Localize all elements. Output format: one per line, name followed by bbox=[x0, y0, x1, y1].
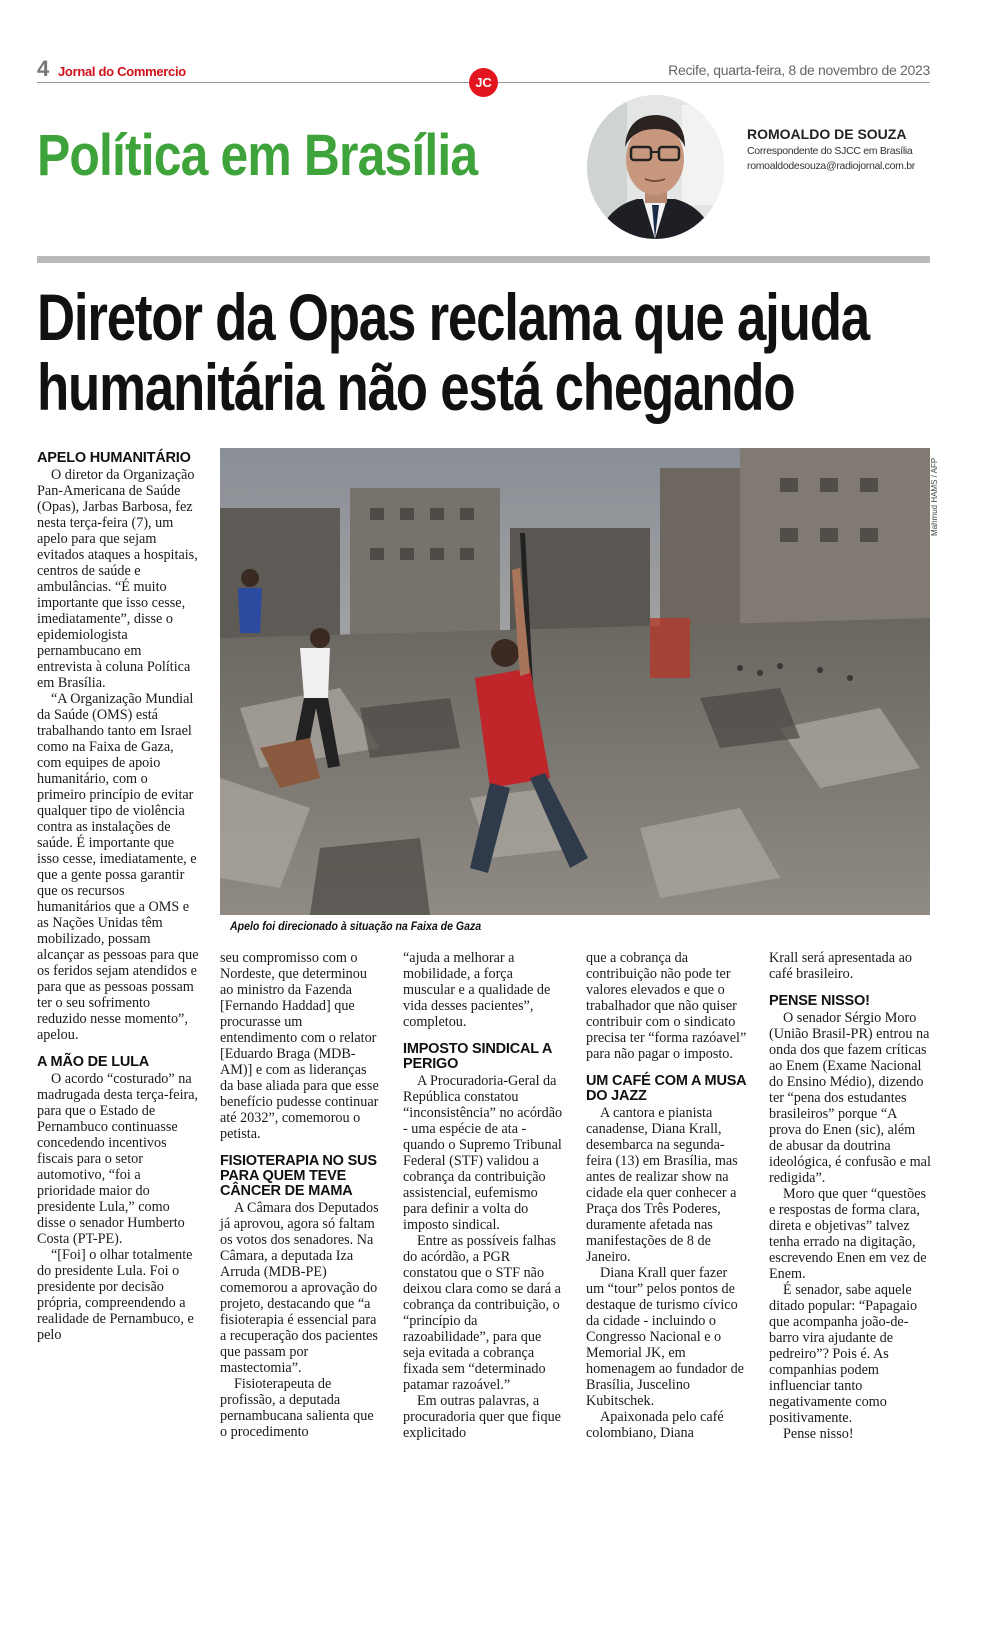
author-role: Correspondente do SJCC em Brasília bbox=[747, 145, 913, 157]
author-photo bbox=[587, 95, 724, 239]
paragraph: Apaixonada pelo café colombiano, Diana bbox=[586, 1409, 724, 1441]
headline bbox=[37, 282, 1002, 422]
subheading: UM CAFÉ COM A MUSA DO JAZZ bbox=[586, 1073, 746, 1104]
paragraph: “A Organização Mundial da Saúde (OMS) está trabalhando tanto em Israel como na Faixa de Gaza, com equipes de apoio humanitário, com o primeiro princípio de evitar qualquer tipo de violência contra as instalações de saúde. É importante que isso cesse, imediatamente, e que a gente possa garantir que os recursos humanitários que a OMS e as Nações Unidas têm mobilizado, possam alcançar as pessoas para que os feridos sejam atendidos e para que as pessoas possam ter o seu sofrimento reduzido nesse momento”, apelou. bbox=[37, 691, 199, 1043]
subheading: PENSE NISSO! bbox=[769, 993, 870, 1009]
paragraph: “[Foi] o olhar totalmente do presidente Lula. Foi o presidente por decisão própria, compreendendo a realidade de Pernambuco, e pelo bbox=[37, 1247, 194, 1343]
paragraph: Em outras palavras, a procuradoria quer que fique explicitado bbox=[403, 1393, 561, 1441]
paragraph: Fisioterapeuta de profissão, a deputada pernambucana salienta que o procedimento bbox=[220, 1376, 374, 1440]
headline-line-2: humanitária não está chegando bbox=[37, 350, 795, 424]
photo-caption: Apelo foi direcionado à situação na Faixa de Gaza bbox=[230, 919, 482, 933]
photo-credit: Mahmud HAMS / AFP bbox=[930, 457, 939, 536]
paragraph: Krall será apresentada ao café brasileiro. bbox=[769, 950, 912, 982]
paragraph: É senador, sabe aquele ditado popular: “Papagaio que acompanha joão-de-barro vira ajudante de pedreiro”? Pois é. As companhias podem influenciar tanto negativamente como positivamente. bbox=[769, 1282, 918, 1426]
paragraph: “ajuda a melhorar a mobilidade, a força muscular e a qualidade de vida desses pacientes”, completou. bbox=[403, 950, 551, 1030]
subheading: FISIOTERAPIA NO SUS PARA QUEM TEVE CÂNCER DE MAMA bbox=[220, 1153, 377, 1199]
paragraph: Entre as possíveis falhas do acórdão, a PGR constatou que o STF não deixou clara como se dará a cobrança da contribuição, o “princípio da razoabilidade”, para que seja evitada a cobrança fixada sem “determinado patamar razoável.” bbox=[403, 1233, 561, 1393]
paragraph: Moro que quer “questões e respostas de forma clara, direta e objetivas” talvez tenha errado na digitação, escrevendo Enen em vez de Enem. bbox=[769, 1186, 927, 1282]
text-column-1 bbox=[37, 451, 199, 1343]
paragraph: seu compromisso com o Nordeste, que determinou ao ministro da Fazenda [Fernando Haddad] que procurasse um entendimento com o relator [Eduardo Braga (MDB-AM)] e com as lideranças da base aliada para que esse benefício pudesse continuar até 2032”, comemorou o petista. bbox=[220, 950, 379, 1142]
gaza-rubble-photo bbox=[220, 448, 930, 915]
page-number: 4 bbox=[37, 56, 50, 81]
paragraph: O diretor da Organização Pan-Americana de Saúde (Opas), Jarbas Barbosa, fez nesta terça-feira (7), um apelo para que sejam evitados ataques a hospitais, centros de saúde e ambulâncias. “É muito importante que isso cesse, imediatamente”, disse o epidemiologista pernambucano em entrevista à coluna Política em Brasília. bbox=[37, 467, 198, 691]
newspaper-name: Jornal do Commercio bbox=[58, 64, 186, 79]
text-column-4 bbox=[586, 950, 748, 1441]
subheading: IMPOSTO SINDICAL A PERIGO bbox=[403, 1041, 552, 1072]
paragraph: O senador Sérgio Moro (União Brasil-PR) entrou na onda dos que fazem críticas ao Enem (Exame Nacional do Ensino Médio), dizendo ter “pena dos estudantes brasileiros” porque “A prova do Enen (sic), além de abusar da doutrina ideológica, é confusão e mal redigida”. bbox=[769, 1010, 931, 1186]
text-column-2 bbox=[220, 950, 382, 1440]
subheading: APELO HUMANITÁRIO bbox=[37, 450, 191, 466]
paragraph: A cantora e pianista canadense, Diana Krall, desembarca na segunda-feira (13) em Brasília, mas antes de realizar show na cidade ela quer conhecer a Praça dos Três Poderes, duramente afetada nas manifestações de 8 de Janeiro. bbox=[586, 1105, 738, 1265]
paragraph: O acordo “costurado” na madrugada desta terça-feira, para que o Estado de Pernambuco continuasse concedendo incentivos fiscais para o setor automotivo, “foi a prioridade maior do presidente Lula,” como disse o senador Humberto Costa (PT-PE). bbox=[37, 1071, 199, 1247]
dateline: Recife, quarta-feira, 8 de novembro de 2023 bbox=[668, 62, 930, 78]
paragraph: Diana Krall quer fazer um “tour” pelos pontos de destaque de turismo cívico da cidade - incluindo o Congresso Nacional e o Memorial JK, em homenagem ao fundador de Brasília, Juscelino Kubitschek. bbox=[586, 1265, 744, 1409]
headline-line-1: Diretor da Opas reclama que ajuda bbox=[37, 280, 869, 354]
text-column-5 bbox=[769, 950, 931, 1442]
section-title: Política em Brasília bbox=[37, 123, 478, 188]
section-divider bbox=[37, 256, 930, 263]
subheading: A MÃO DE LULA bbox=[37, 1054, 150, 1070]
paragraph: A Câmara dos Deputados já aprovou, agora só faltam os votos dos senadores. Na Câmara, a deputada Iza Arruda (MDB-PE) comemorou a aprovação do projeto, destacando que “a fisioterapia é essencial para a recuperação dos pacientes que passam por mastectomia”. bbox=[220, 1200, 379, 1376]
text-column-3 bbox=[403, 950, 565, 1441]
author-name: ROMOALDO DE SOUZA bbox=[747, 126, 907, 142]
author-email[interactable]: romoaldodesouza@radiojornal.com.br bbox=[747, 160, 915, 172]
jc-logo: JC bbox=[469, 68, 498, 97]
paragraph: que a cobrança da contribuição não pode ter valores elevados e que o trabalhador que não quiser contribuir com o sindicato precisa ter “forma razóavel” para não pagar o imposto. bbox=[586, 950, 747, 1062]
paragraph: Pense nisso! bbox=[783, 1426, 854, 1442]
paragraph: A Procuradoria-Geral da República constatou “inconsistência” no acórdão - uma espécie de ata - quando o Supremo Tribunal Federal (STF) validou a cobrança da contribuição assistencial, eufemismo para definir a volta do imposto sindical. bbox=[403, 1073, 563, 1233]
